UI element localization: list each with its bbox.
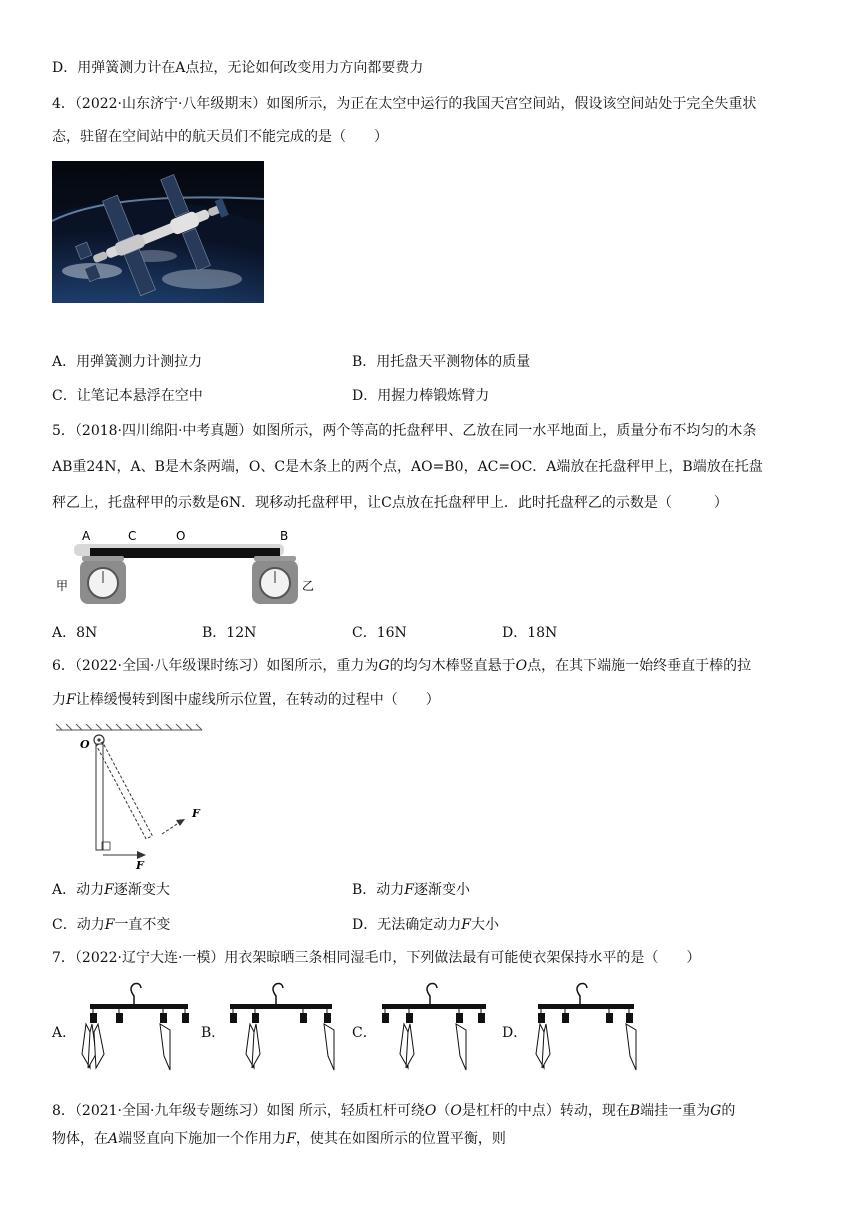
q8-stem-line1: 8．（2021·全国·九年级专题练习）如图 所示，轻质杠杆可绕O（O是杠杆的中点）转动，现在B端挂一重为G的 bbox=[52, 1103, 736, 1119]
label-f-rotated: F bbox=[192, 807, 200, 820]
q4-option-b: B．用托盘天平测物体的质量 bbox=[352, 354, 531, 370]
q5-option-d: D．18N bbox=[502, 625, 558, 641]
q6-option-c: C．动力F一直不变 bbox=[52, 917, 171, 933]
hanger-a-figure bbox=[78, 982, 198, 1074]
q6-stem-line2: 力F让棒缓慢转到图中虚线所示位置，在转动的过程中（ ） bbox=[52, 692, 440, 708]
q6-option-a: A．动力F逐渐变大 bbox=[52, 882, 170, 898]
scale-jia bbox=[80, 556, 126, 604]
q7-option-c-label: C． bbox=[352, 1025, 377, 1041]
q7-stem-line1: 7．（2022·辽宁大连·一模）用衣架晾晒三条相同湿毛巾，下列做法最有可能使衣架保持水平的是（ ） bbox=[52, 950, 701, 966]
label-c: C bbox=[128, 529, 137, 543]
q7-option-a-label: A． bbox=[52, 1025, 77, 1041]
q5-stem-line1: 5．（2018·四川绵阳·中考真题）如图所示，两个等高的托盘秤甲、乙放在同一水平地面上，质量分布不均匀的木条 bbox=[52, 423, 757, 439]
q8-stem-line2: 物体，在A端竖直向下施加一个作用力F，使其在如图所示的位置平衡，则 bbox=[52, 1131, 506, 1147]
q6-stem-line1: 6．（2022·全国·八年级课时练习）如图所示，重力为G的均匀木棒竖直悬于O点，在其下端施一始终垂直于棒的拉 bbox=[52, 658, 752, 674]
q7-option-b-label: B． bbox=[201, 1025, 226, 1041]
rod-figure bbox=[52, 724, 212, 870]
label-b: B bbox=[280, 529, 289, 543]
q4-stem-line2: 态，驻留在空间站中的航天员们不能完成的是（ ） bbox=[52, 129, 388, 145]
q4-option-c: C．让笔记本悬浮在空中 bbox=[52, 388, 203, 404]
q5-option-a: A．8N bbox=[52, 625, 98, 641]
q4-option-d: D．用握力棒锻炼臂力 bbox=[352, 388, 490, 404]
hanger-d-figure bbox=[528, 982, 648, 1074]
q5-option-c: C．16N bbox=[352, 625, 407, 641]
q7-option-d-label: D． bbox=[502, 1025, 528, 1041]
hanger-c-figure bbox=[378, 982, 498, 1074]
q4-stem-line1: 4．（2022·山东济宁·八年级期末）如图所示，为正在太空中运行的我国天宫空间站，假设该空间站处于完全失重状 bbox=[52, 96, 757, 112]
q6-option-d: D．无法确定动力F大小 bbox=[352, 917, 499, 933]
q4-option-a: A．用弹簧测力计测拉力 bbox=[52, 354, 203, 370]
label-a: A bbox=[82, 529, 91, 543]
scales-figure bbox=[52, 528, 322, 608]
hanger-b-figure bbox=[226, 982, 346, 1074]
q5-stem-line3: 秤乙上，托盘秤甲的示数是6N．现移动托盘秤甲，让C点放在托盘秤甲上．此时托盘秤乙的示数是（ ） bbox=[52, 495, 728, 511]
q3-option-d: D．用弹簧测力计在A点拉，无论如何改变用力方向都要费力 bbox=[52, 60, 424, 76]
label-yi: 乙 bbox=[302, 579, 315, 593]
label-f-horizontal: F bbox=[136, 859, 144, 870]
scale-yi bbox=[252, 556, 298, 604]
q5-stem-line2: AB重24N，A、B是木条两端，O、C是木条上的两个点，AO=B0，AC=OC．A端放在托盘秤甲上，B端放在托盘 bbox=[52, 459, 763, 475]
q5-option-b: B．12N bbox=[202, 625, 257, 641]
q6-option-b: B．动力F逐渐变小 bbox=[352, 882, 471, 898]
label-jia: 甲 bbox=[56, 579, 69, 593]
label-o: O bbox=[176, 529, 186, 543]
space-station-image bbox=[52, 161, 264, 303]
label-o: O bbox=[80, 738, 90, 751]
